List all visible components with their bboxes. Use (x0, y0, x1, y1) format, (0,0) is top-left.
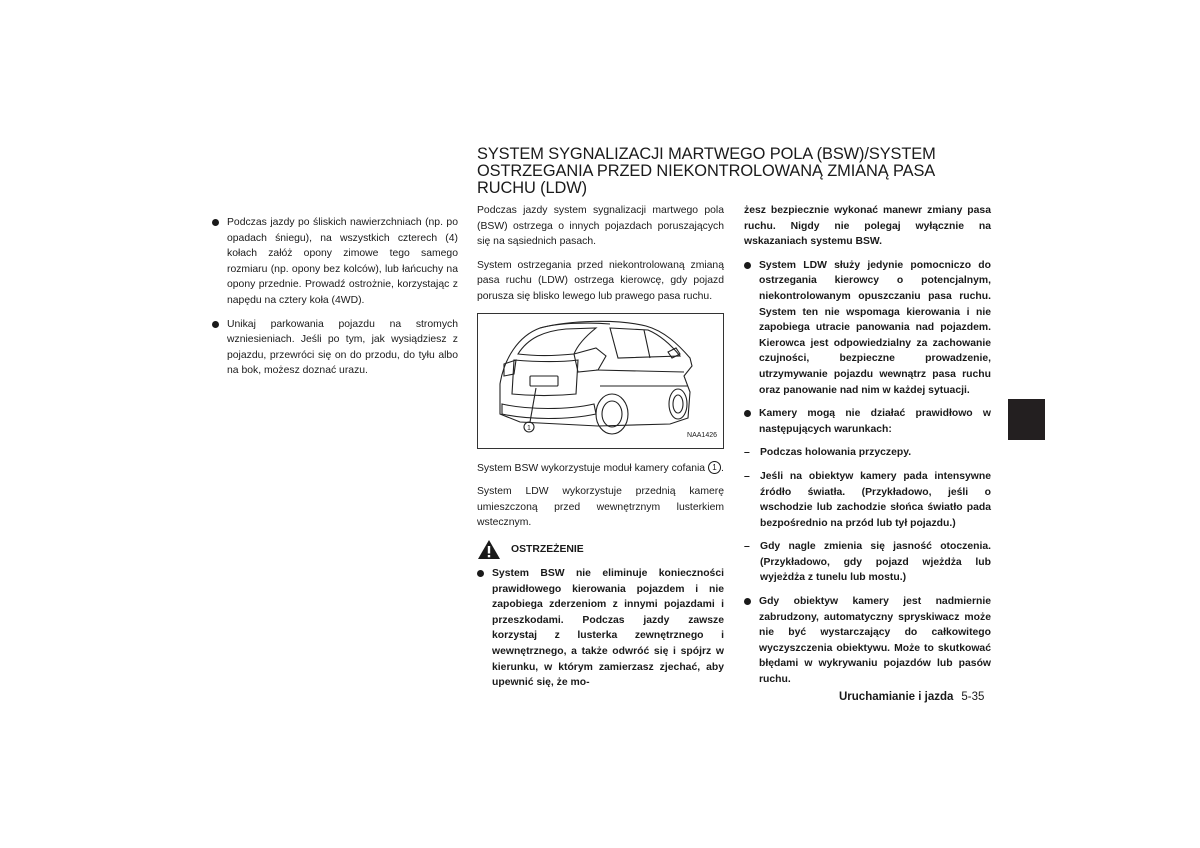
bullet-text: Unikaj parkowania pojazdu na stromych wzniesieniach. Jeśli po tym, jak wysiądziesz z pojazdu, przewróci się on do przodu, do tyłu albo na bok, możesz doznać urazu. (227, 318, 458, 377)
dash-item (744, 445, 991, 461)
dash-text: Gdy nagle zmienia się jasność otoczenia. (Przykładowo, gdy pojazd wjeżdża lub wyjeżdża z tunelu lub mostu.) (760, 541, 991, 584)
bullet-icon (744, 410, 751, 417)
page-number: 5-35 (961, 691, 985, 703)
warning-title: OSTRZEŻENIE (511, 543, 584, 555)
paragraph-bsw-camera-text: System BSW wykorzystuje moduł kamery cofania (477, 462, 706, 474)
figure-code: NAA1426 (687, 431, 717, 439)
bullet-icon (212, 219, 219, 226)
chapter-tab (1008, 399, 1045, 440)
warning-item (477, 566, 724, 691)
car-rear-illustration (477, 313, 724, 449)
column-left (212, 215, 458, 387)
bullet-text: System LDW służy jedynie pomocniczo do ostrzegania kierowcy o potencjalnym, niekontrolowanym opuszczaniu pasa ruchu. System ten nie wspomaga kierowania i nie zapobiega utracie panowania nad pojazdem. Kierowca jest odpowiedzialny za zachowanie czujności, bezpieczne prowadzenie, utrzymywanie pojazdu wewnątrz pasa ruchu oraz panowanie nad nim w każdej sytuacji. (759, 259, 991, 396)
paragraph-ldw-camera: System LDW wykorzystuje przednią kamerę umieszczoną przed wewnętrznym lusterkiem wstecznym. (477, 486, 724, 529)
dash-mark: – (744, 470, 750, 482)
dash-item (744, 539, 991, 586)
list-item (212, 215, 458, 309)
warning-icon (477, 539, 501, 560)
section-title: SYSTEM SYGNALIZACJI MARTWEGO POLA (BSW)/SYSTEM OSTRZEGANIA PRZED NIEKONTROLOWANĄ ZMIANĄ PASA RUCHU (LDW) (477, 145, 936, 197)
dash-text: Podczas holowania przyczepy. (760, 447, 912, 459)
bullet-icon (477, 570, 484, 577)
bullet-text: Gdy obiektyw kamery jest nadmiernie zabrudzony, automatyczny spryskiwacz może nie być wystarczający do całkowitego wyczyszczenia obiektywu. Może to skutkować błędami w wykrywaniu pojazdów lub pasów ruchu. (759, 596, 991, 686)
period: . (720, 462, 724, 474)
footer-section: Uruchamianie i jazda (839, 691, 954, 703)
paragraph-ldw-intro: System ostrzegania przed niekontrolowaną zmianą pasa ruchu (LDW) ostrzega kierowcę, gdy pojazd porusza się blisko lewego lub prawego pasa ruchu. (477, 259, 724, 302)
dash-mark: – (744, 447, 750, 459)
callout-ref: 1 (708, 461, 721, 474)
paragraph-bsw-intro: Podczas jazdy system sygnalizacji martwego pola (BSW) ostrzega o innych pojazdach poruszających się na sąsiednich pasach. (477, 205, 724, 248)
bullet-icon (744, 262, 751, 269)
warning-heading (477, 539, 724, 560)
paragraph-bsw-camera (477, 461, 724, 477)
list-item (744, 406, 991, 437)
bullet-icon (212, 321, 219, 328)
list-item (212, 317, 458, 379)
dash-item (744, 469, 991, 531)
list-item (744, 594, 991, 688)
callout-number: 1 (527, 424, 531, 432)
warning-continuation: żesz bezpiecznie wykonać manewr zmiany pasa ruchu. Nigdy nie polegaj wyłącznie na wskazaniach systemu BSW. (744, 205, 991, 248)
bullet-icon (744, 598, 751, 605)
dash-text: Jeśli na obiektyw kamery pada intensywne źródło światła. (Przykładowo, jeśli o wschodzie lub zachodzie słońca światło pada bezpośrednio na przód lub tył pojazdu.) (760, 470, 991, 529)
warning-text: System BSW nie eliminuje konieczności prawidłowego kierowania pojazdem i nie zapobiega zderzeniom z innymi pojazdami i przeszkodami. Podczas jazdy zawsze korzystaj z lusterka zewnętrznego i wewnętrznego, a także odwróć się i spójrz w kierunku, w którym zamierzasz zjechać, aby upewnić się, że mo- (492, 567, 724, 689)
bullet-text: Kamery mogą nie działać prawidłowo w następujących warunkach: (759, 408, 991, 435)
bullet-text: Podczas jazdy po śliskich nawierzchniach (np. po opadach śniegu), na wszystkich czterech (4) kołach załóż opony zimowe tego samego rozmiaru (np. opony bez kolców), lub łańcuchy na opony przednie. Prowadź ostrożnie, korzystając z napędu na cztery koła (4WD). (227, 217, 458, 306)
column-middle (477, 203, 724, 699)
column-right (744, 203, 991, 696)
dash-mark: – (744, 541, 750, 553)
list-item (744, 258, 991, 398)
page-footer (839, 691, 984, 703)
